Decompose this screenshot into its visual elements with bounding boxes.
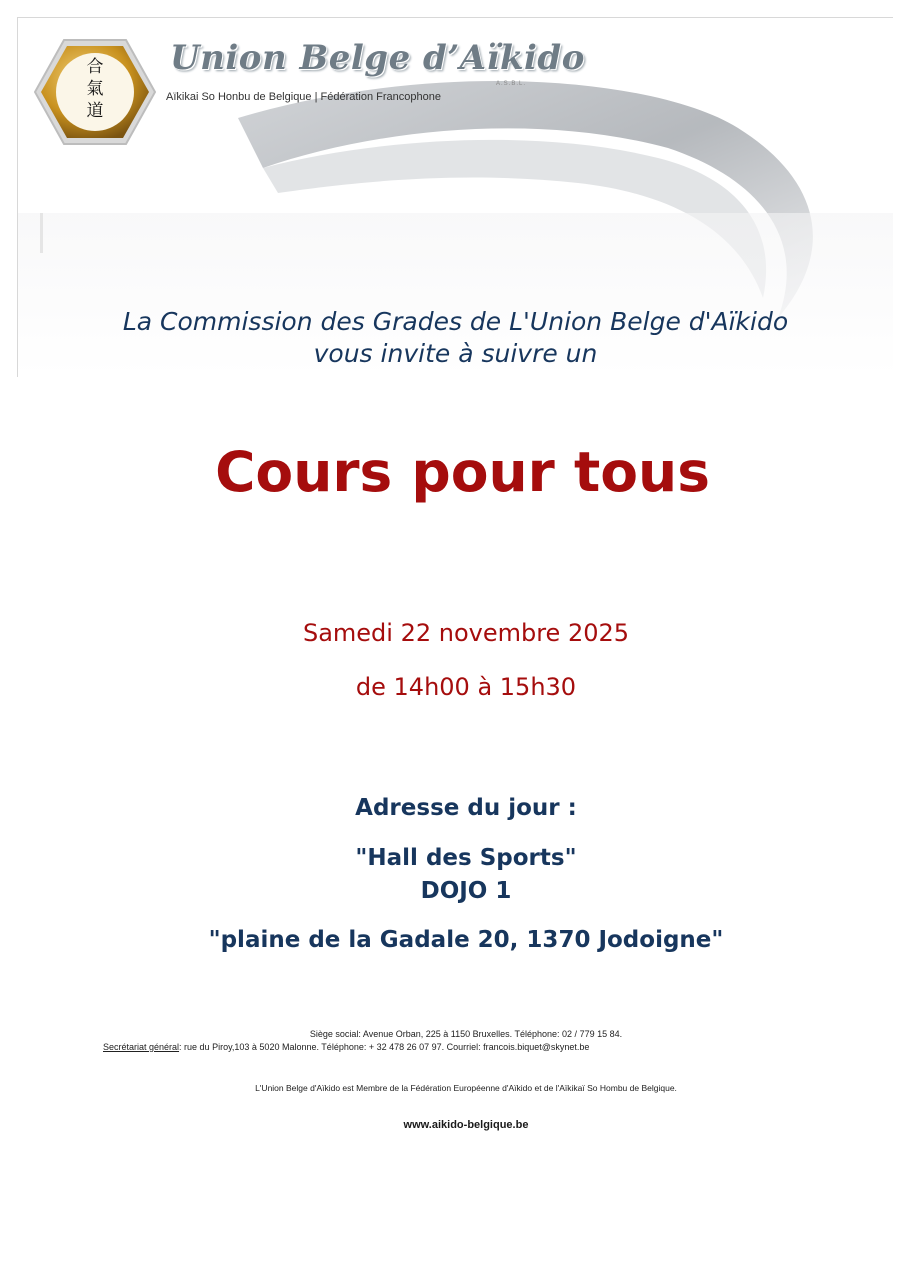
brand-subtitle: Aïkikai So Honbu de Belgique | Fédération Francophone [166, 91, 441, 103]
letterhead [17, 17, 893, 377]
invitation-line-2: vous invite à suivre un [313, 339, 598, 368]
secretariat-label: Secrétariat général [103, 1042, 180, 1052]
street-address: "plaine de la Gadale 20, 1370 Jodoigne" [208, 927, 724, 953]
event-time: de 14h00 à 15h30 [355, 673, 577, 701]
logo-kanji-1: 合 [86, 57, 104, 77]
venue-name: "Hall des Sports" [355, 845, 577, 871]
invitation-line-1: La Commission des Grades de L'Union Belge d'Aïkido [122, 307, 789, 336]
brand-suffix: A.S.B.L. [496, 81, 527, 87]
address-label: Adresse du jour : [355, 795, 577, 821]
event-date: Samedi 22 novembre 2025 [302, 619, 630, 647]
logo-kanji [86, 56, 104, 122]
membership-note: L'Union Belge d'Aïkido est Membre de la Fédération Européenne d'Aïkido et de l'Aïkikaï So Hombu de Belgique. [255, 1083, 677, 1093]
secretariat [103, 1042, 589, 1052]
secretariat-text: : rue du Piroy,103 à 5020 Malonne. Téléphone: + 32 478 26 07 97. Courriel: francois.biquet@skynet.be [179, 1042, 590, 1052]
invitation-text [18, 306, 893, 370]
website-link[interactable]: www.aikido-belgique.be [403, 1119, 529, 1131]
logo-kanji-2: 氣 [86, 79, 104, 99]
brand-title: Union Belge d’Aïkido [170, 38, 585, 78]
logo-kanji-3: 道 [86, 101, 104, 121]
event-title: Cours pour tous [215, 440, 710, 504]
dojo-name: DOJO 1 [420, 878, 512, 904]
siege-social: Siège social: Avenue Orban, 225 à 1150 Bruxelles. Téléphone: 02 / 779 15 84. [309, 1029, 623, 1039]
